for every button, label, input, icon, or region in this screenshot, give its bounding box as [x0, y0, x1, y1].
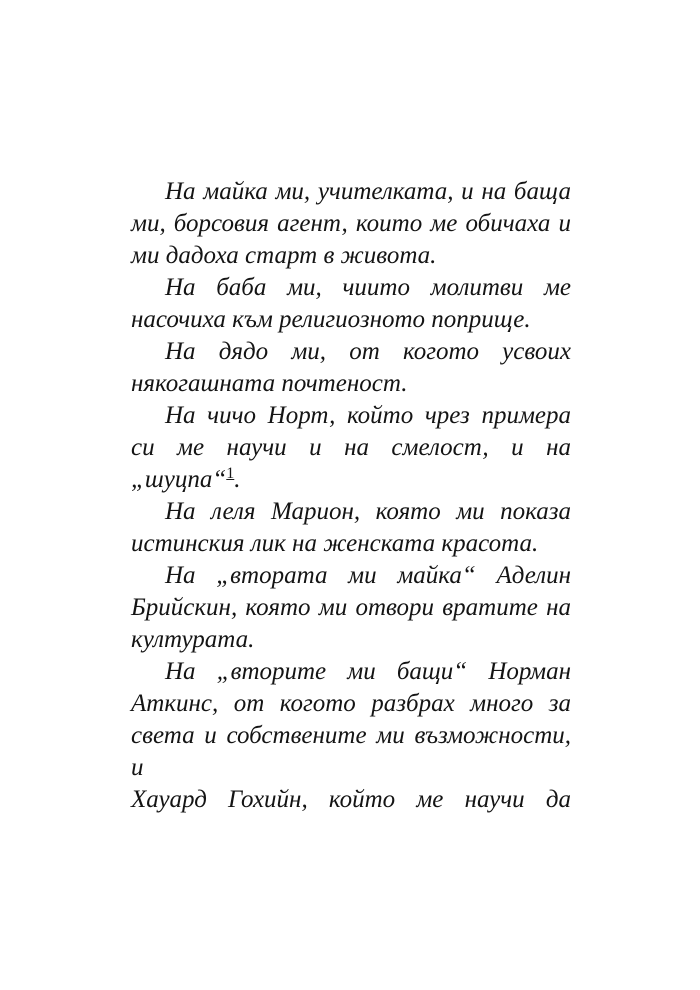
- uncle-nort-text: На чичо Норт, който чрез примера си ме научи и на смелост, и на „шуцпа“: [131, 402, 571, 493]
- dedication-paragraph-grandmother: На баба ми, чиито молитви ме насочиха към религиозното поприще.: [131, 274, 571, 333]
- footnote-reference[interactable]: 1: [226, 465, 235, 482]
- dedication-paragraph-grandfather: На дядо ми, от когото усвоих някогашната почтеност.: [131, 338, 571, 397]
- uncle-nort-text-end: .: [234, 466, 241, 493]
- dedication-paragraph-aunt-marion: На леля Марион, която ми показа истинския лик на женската красота.: [131, 498, 571, 557]
- dedication-paragraph-second-mother: На „втората ми майка“ Аделин Брийскин, която ми отвори вратите на културата.: [131, 562, 571, 653]
- dedication-paragraph-parents: На майка ми, учителката, и на баща ми, борсовия агент, които ме обичаха и ми дадоха старт в живота.: [131, 178, 571, 269]
- dedication-text: [131, 176, 571, 816]
- dedication-paragraph-second-fathers: На „вторите ми бащи“ Норман Аткинс, от когото разбрах много за света и собствените ми възможности, и: [131, 658, 571, 781]
- dedication-paragraph-howard: Хауард Гохийн, който ме научи да: [131, 786, 571, 813]
- dedication-paragraph-uncle-nort: [131, 400, 571, 496]
